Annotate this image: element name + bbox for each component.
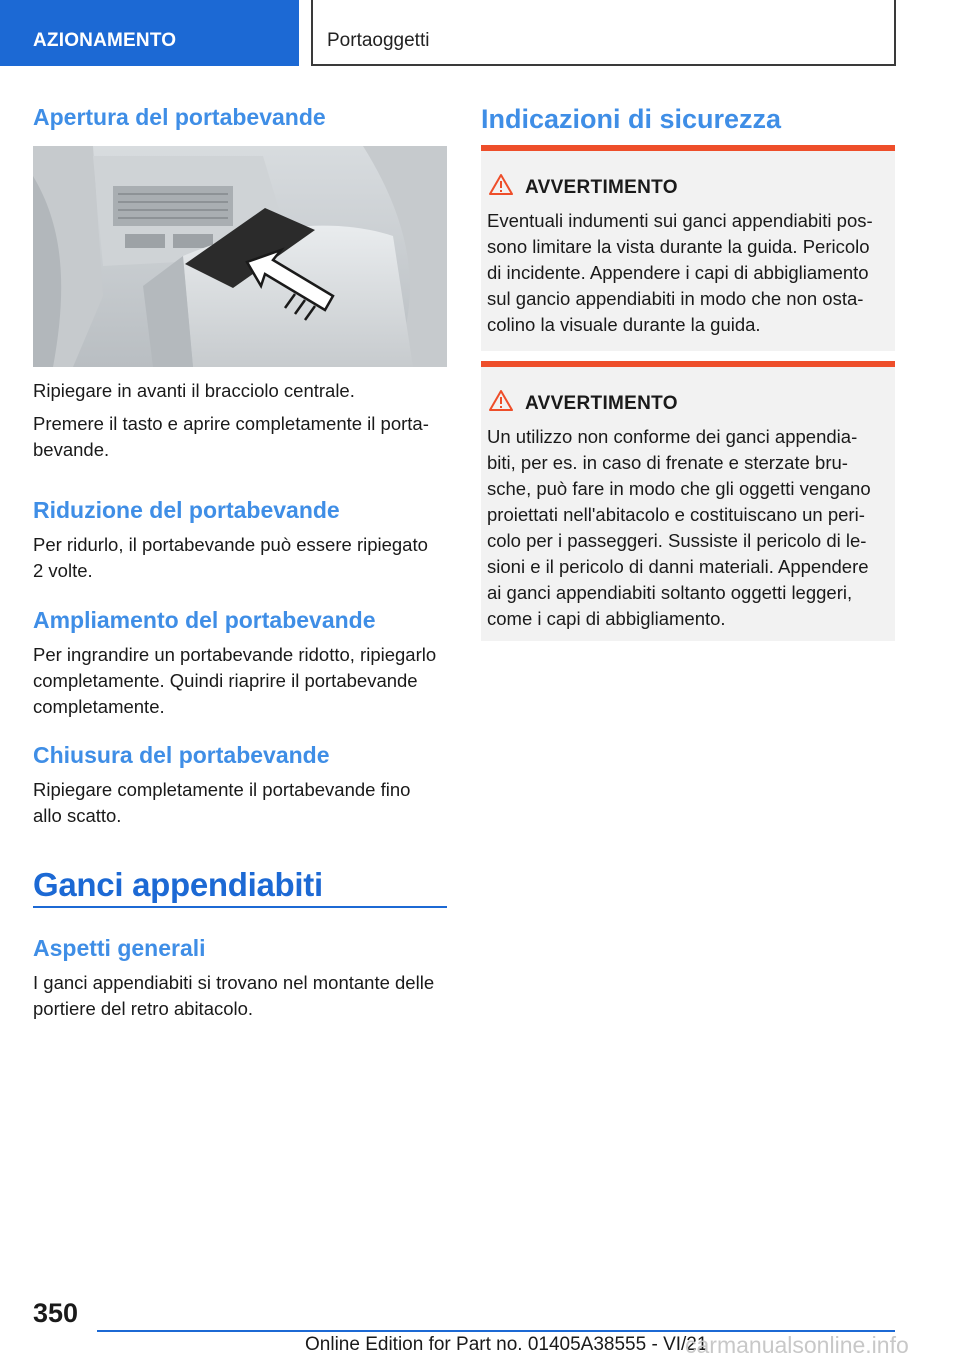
heading-riduzione: Riduzione del portabevande (33, 497, 340, 523)
header-chapter-title: Portaoggetti (311, 0, 896, 66)
chiusura-line2: allo scatto. (33, 805, 122, 826)
warning-2-title: AVVERTIMENTO (525, 393, 678, 414)
ampliamento-line1: Per ingrandire un portabevande ridotto, ripiegarlo (33, 644, 437, 665)
riduzione-line1: Per ridurlo, il portabevande può essere ripiegato (33, 534, 428, 555)
riduzione-line2: 2 volte. (33, 560, 93, 581)
heading-chiusura: Chiusura del portabevande (33, 742, 330, 768)
watermark: carmanualsonline.info (685, 1332, 909, 1358)
warning-1-title: AVVERTIMENTO (525, 177, 678, 198)
warning-triangle-icon (489, 173, 513, 195)
heading-ganci-appendiabiti: Ganci appendiabiti (33, 866, 323, 903)
heading-apertura: Apertura del portabevande (33, 104, 326, 130)
warning-box-1 (481, 145, 895, 351)
armrest-photo (33, 146, 447, 367)
warning-box-2 (481, 361, 895, 641)
heading-sicurezza: Indicazioni di sicurezza (481, 104, 782, 134)
heading-ampliamento: Ampliamento del portabevande (33, 607, 376, 633)
apertura-step1: Ripiegare in avanti il bracciolo centrale. (33, 380, 355, 401)
ampliamento-line2: completamente. Quindi riaprire il portabevande (33, 670, 418, 691)
page-number: 350 (33, 1298, 79, 1328)
heading-aspetti-generali: Aspetti generali (33, 935, 206, 961)
footer-edition: Online Edition for Part no. 01405A38555 - VI/21 (305, 1334, 708, 1355)
header-section-tab: AZIONAMENTO (0, 0, 299, 66)
warning-2-text: Un utilizzo non conforme dei ganci appendia- biti, per es. in caso di frenate e sterzate bru- sche, può fare in modo che gli oggetti vengano proiettati nell'abitacolo e costituiscano un peri- colo per i passeggeri. Sussiste il pericolo di le- sioni e il pericolo di danni materiali. Appendere ai ganci appendiabiti soltanto oggetti leggeri, come i capi di abbigliamento. (487, 426, 871, 629)
warning-triangle-icon (489, 389, 513, 411)
warning-1-text: Eventuali indumenti sui ganci appendiabiti pos- sono limitare la vista durante la guida. Pericolo di incidente. Appendere i capi di abbigliamento sul gancio appendiabiti in modo che non osta- colino la visuale durante la guida. (487, 210, 873, 335)
aspetti-line2: portiere del retro abitacolo. (33, 998, 254, 1019)
chiusura-line1: Ripiegare completamente il portabevande fino (33, 779, 411, 800)
apertura-step2-line2: bevande. (33, 439, 110, 460)
heading-rule (33, 906, 447, 908)
apertura-step2-line1: Premere il tasto e aprire completamente il porta- (33, 413, 429, 434)
aspetti-line1: I ganci appendiabiti si trovano nel montante delle (33, 972, 435, 993)
ampliamento-line3: completamente. (33, 696, 165, 717)
